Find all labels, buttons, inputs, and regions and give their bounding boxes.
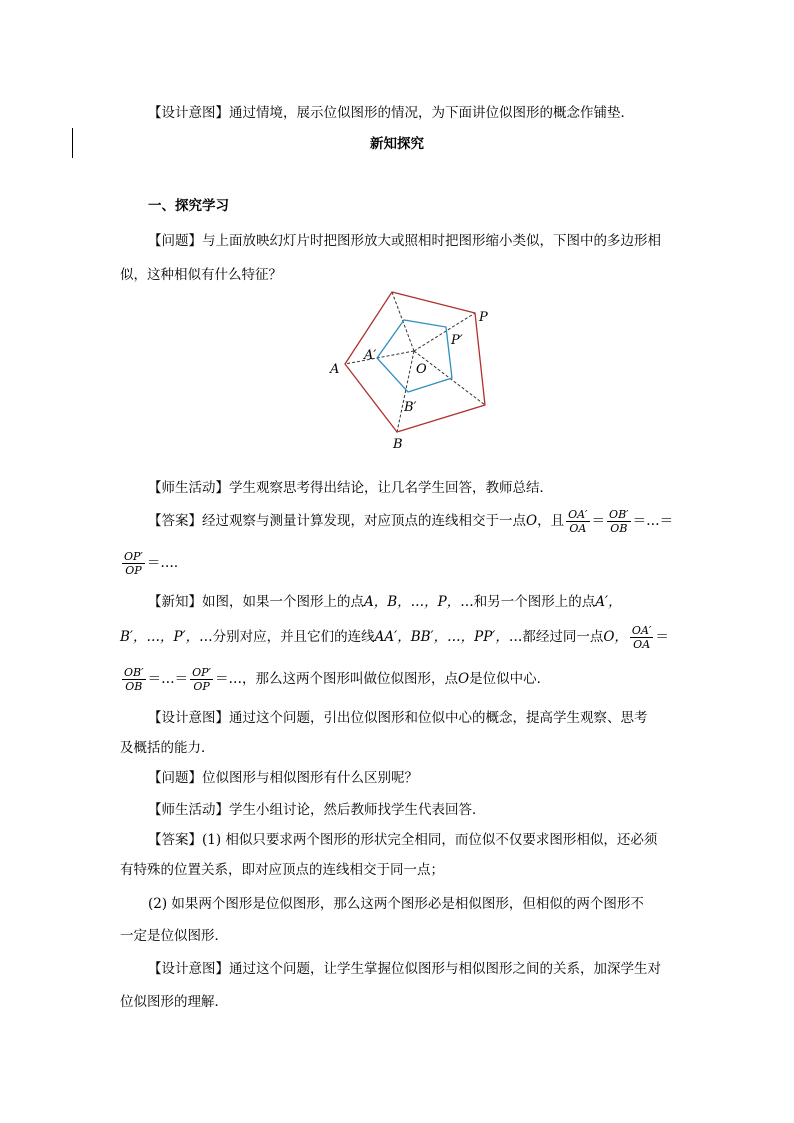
new-knowledge-line-2 [120,620,669,654]
new-knowledge-end: 是位似中心． [469,671,551,687]
design-intent-2-line-2: 及概括的能力． [120,740,215,756]
fraction-den: OP [193,680,210,693]
label-A: A [330,362,340,377]
new-knowledge-line-3 [120,662,550,696]
answer-2-line-1: 【答案】(1) 相似只要求两个图形的形状完全相同，而位似不仅要求图形相似，还必须 [148,832,658,848]
answer-1-end: ＝…． [146,555,188,571]
fraction-OA-2 [630,624,653,651]
subsection-title: 一、探究学习 [148,198,229,214]
new-knowledge-tail-2: ＝…，那么这两个图形叫做位似图形，点 [215,671,459,687]
fraction-den: OA [569,522,587,535]
fraction-num: OP′ [124,550,143,563]
fraction-den: OP [125,564,142,577]
new-knowledge-prefix: 【新知】如图，如果一个图形上的点 [148,594,364,610]
center-O: O， [603,629,628,645]
label-O: O [416,362,427,377]
answer-1-point: O [526,513,538,529]
new-knowledge-tail: …都经过同一点 [508,629,604,645]
fraction-den: OB [610,522,628,535]
fraction-num: OB′ [124,666,144,679]
design-intent-2-line-1: 【设计意图】通过这个问题，引出位似图形和位似中心的概念，提高学生观察、思考 [148,710,648,726]
fraction-OB-2 [122,666,146,693]
label-B: B [393,437,403,452]
fraction-num: OA′ [631,624,652,637]
answer-1-prefix: 【答案】经过观察与测量计算发现，对应顶点的连线相交于一点 [148,513,526,529]
question-1-line-2: 似，这种相似有什么特征？ [120,267,282,283]
equals-sign: ＝ [591,513,606,529]
answer-2-line-2: 有特殊的位置关系，即对应顶点的连线相交于同一点； [120,862,444,878]
new-knowledge-mid: …和另一个图形上的点 [460,594,596,610]
label-P-prime: P′ [451,333,463,348]
answer-2-line-3: (2) 如果两个图形是位似图形，那么这两个图形必是相似图形，但相似的两个图形不 [148,896,644,912]
ray-OP [414,313,475,351]
label-A-prime: A′ [364,348,377,363]
answer-1-line-2 [120,546,187,580]
fraction-num: OA′ [568,508,588,521]
design-intent-1: 【设计意图】通过情境，展示位似图形的情况，为下面讲位似图形的概念作铺垫． [148,105,634,121]
fraction-OB [607,508,631,535]
fraction-den: OB [125,680,143,693]
ellipsis-equals: ＝…＝ [147,671,189,687]
answer-1-mid: ，且 [537,513,565,529]
section-title: 新知探究 [370,136,424,152]
connecting-lines: AA′，BB′，…，PP′， [374,629,509,645]
fraction-OP [122,550,145,577]
prime-points-list: B′，…，P′， [120,629,200,645]
question-1-line-1: 【问题】与上面放映幻灯片时把图形放大或照相时把图形缩小类似，下图中的多边形相 [148,233,661,249]
fraction-OP-2 [190,666,213,693]
new-knowledge-line-1 [148,592,622,612]
ray-OA [345,351,414,364]
answer-2-line-4: 一定是位似图形． [120,928,228,944]
fraction-den: OA [633,638,651,651]
answer-1-line-1 [148,504,673,538]
label-B-prime: B′ [404,400,417,415]
point-A-prime: A′， [595,594,622,610]
fraction-OA [566,508,589,535]
new-knowledge-mid-2: …分别对应，并且它们的连线 [199,629,375,645]
design-intent-3-line-2: 位似图形的理解． [120,994,228,1010]
teacher-student-activity-1: 【师生活动】学生观察思考得出结论，让几名学生回答，教师总结． [148,480,553,496]
question-2: 【问题】位似图形与相似图形有什么区别呢？ [148,770,418,786]
design-intent-3-line-1: 【设计意图】通过这个问题，让学生掌握位似图形与相似图形之间的关系，加深学生对 [148,961,661,977]
points-list: A，B，…，P， [364,594,461,610]
fraction-num: OB′ [609,508,629,521]
fraction-num: OP′ [192,666,212,679]
teacher-student-activity-2: 【师生活动】学生小组讨论，然后教师找学生代表回答． [148,802,486,818]
label-P: P [479,310,488,325]
center-O-2: O [458,671,470,687]
equals-sign: ＝ [655,629,669,645]
answer-1-tail: ＝…＝ [632,513,674,529]
homothety-figure [320,282,500,454]
